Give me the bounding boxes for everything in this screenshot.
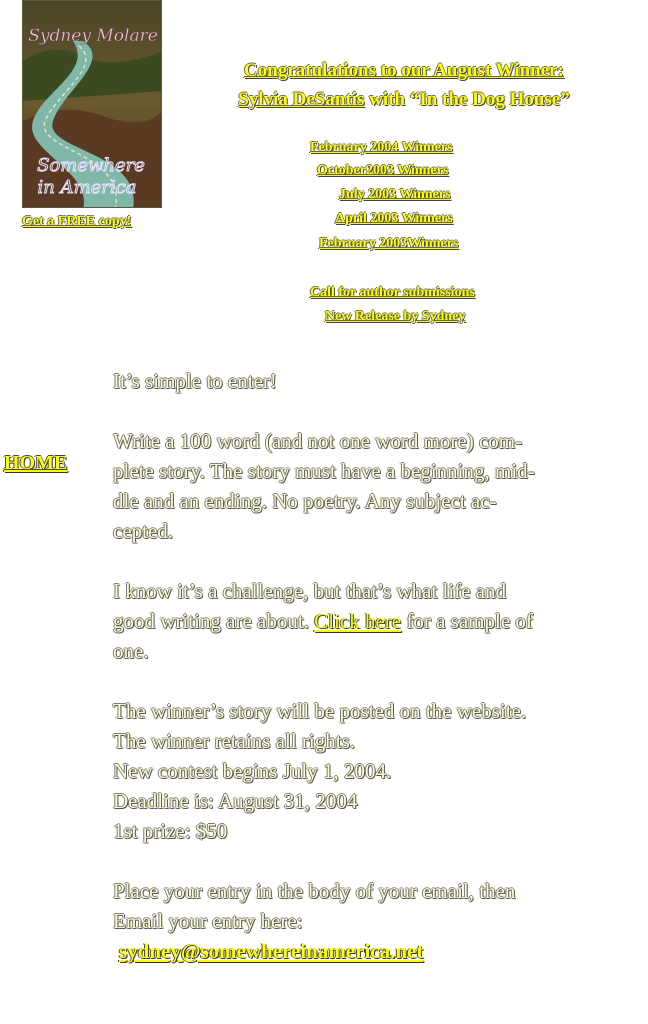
jul-2003-winners-link[interactable]: July 2003 Winners bbox=[339, 187, 451, 202]
challenge-line-2-start: good writing are about. bbox=[113, 609, 315, 633]
feb-2004-winners-link[interactable]: February 2004 Winners bbox=[310, 140, 453, 155]
august-winner-link[interactable]: Congratulations to our August Winner: bbox=[244, 60, 564, 81]
contest-rules bbox=[113, 366, 643, 966]
challenge-line-2-end: for a sample of bbox=[401, 609, 533, 633]
cover-title-line1: Somewhere bbox=[37, 155, 145, 176]
sample-story-link[interactable]: Click here bbox=[314, 609, 402, 633]
rules-line-1: Write a 100 word (and not one word more) com- bbox=[113, 429, 523, 453]
feb-2003-winners-link[interactable]: February 2003Winners bbox=[319, 236, 459, 251]
headline-with-text: with bbox=[364, 89, 410, 110]
cover-author-text: Sydney Molare bbox=[28, 26, 158, 46]
challenge-line-2 bbox=[113, 606, 643, 636]
detail-deadline: Deadline is: August 31, 2004 bbox=[113, 789, 358, 813]
winner-name-link[interactable]: Sylvia DeSantis bbox=[238, 89, 365, 110]
rules-line-4: cepted. bbox=[113, 519, 174, 543]
home-link[interactable]: HOME bbox=[4, 452, 68, 474]
book-cover-image[interactable] bbox=[22, 0, 162, 208]
email-link[interactable]: sydney@somewhereinamerica.net bbox=[119, 939, 424, 963]
challenge-line-1: I know it’s a challenge, but that’s what life and bbox=[113, 579, 507, 603]
free-copy-link[interactable]: Get a FREE copy! bbox=[22, 214, 132, 229]
challenge-line-3: one. bbox=[113, 639, 149, 663]
new-release-link[interactable]: New Release by Sydney bbox=[325, 309, 466, 324]
oct-2003-winners-link[interactable]: October2003 Winners bbox=[317, 163, 449, 178]
cover-title-line2: in America bbox=[37, 177, 137, 198]
detail-prize: 1st prize: $50 bbox=[113, 819, 228, 843]
detail-begins: New contest begins July 1, 2004. bbox=[113, 759, 392, 783]
detail-posted: The winner’s story will be posted on the website. bbox=[113, 699, 527, 723]
story-title: “In the Dog House” bbox=[409, 89, 570, 110]
headline bbox=[168, 56, 640, 114]
email-instruction-1: Place your entry in the body of your email, then bbox=[113, 879, 516, 903]
author-submissions-link[interactable]: Call for author submissions bbox=[310, 285, 475, 300]
rules-line-2: plete story. The story must have a beginning, mid- bbox=[113, 459, 535, 483]
detail-rights: The winner retains all rights. bbox=[113, 729, 356, 753]
email-instruction-2: Email your entry here: bbox=[113, 909, 303, 933]
rules-line-3: dle and an ending. No poetry. Any subject ac- bbox=[113, 489, 497, 513]
apr-2003-winners-link[interactable]: April 2003 Winners bbox=[335, 211, 453, 226]
intro-text: It’s simple to enter! bbox=[113, 369, 277, 393]
